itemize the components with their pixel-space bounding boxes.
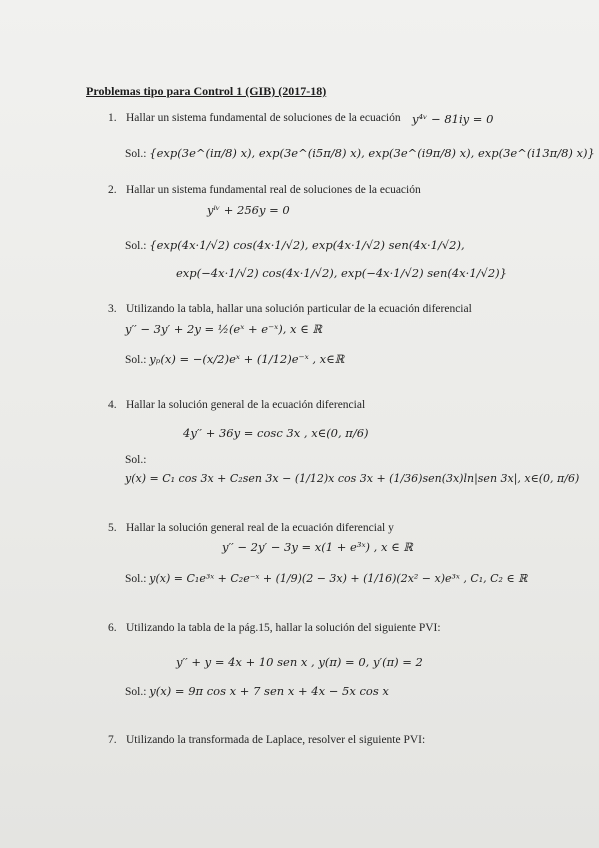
problem-1-statement: 1. Hallar un sistema fundamental de soluciones de la ecuación xyxy=(108,112,401,124)
problem-6-statement: 6. Utilizando la tabla de la pág.15, hallar la solución del siguiente PVI: xyxy=(108,622,441,634)
problem-4-solution: y(x) = C₁ cos 3x + C₂sen 3x − (1/12)x cos 3x + (1/36)sen(3x)ln|sen 3x|, x∈(0, π/6) xyxy=(125,472,580,485)
problem-3-solution: Sol.: yₚ(x) = −(x/2)eˣ + (1/12)e⁻ˣ , x∈ℝ xyxy=(125,352,345,366)
problem-6-equation: y′′ + y = 4x + 10 sen x , y(π) = 0, y′(π) = 2 xyxy=(176,655,423,669)
problem-4-solution-label: Sol.: xyxy=(125,454,147,466)
problem-5-solution: Sol.: y(x) = C₁e³ˣ + C₂e⁻ˣ + (1/9)(2 − 3x) + (1/16)(2x² − x)e³ˣ , C₁, C₂ ∈ ℝ xyxy=(125,572,528,585)
problem-4-equation: 4y′′ + 36y = cosc 3x , x∈(0, π/6) xyxy=(183,426,369,440)
problem-4-statement: 4. Hallar la solución general de la ecuación diferencial xyxy=(108,399,366,411)
page-title: Problemas tipo para Control 1 (GIB) (2017-18) xyxy=(86,84,327,98)
problem-3-statement: 3. Utilizando la tabla, hallar una solución particular de la ecuación diferencial xyxy=(108,303,472,315)
problem-3-equation: y′′ − 3y′ + 2y = ½(eˣ + e⁻ˣ), x ∈ ℝ xyxy=(125,322,322,336)
problem-2-solution: Sol.: {exp(4x·1/√2) cos(4x·1/√2), exp(4x·1/√2) sen(4x·1/√2), xyxy=(125,238,465,252)
problem-2-equation: yⁱᵛ + 256y = 0 xyxy=(207,203,290,217)
problem-2-solution-line2: exp(−4x·1/√2) cos(4x·1/√2), exp(−4x·1/√2) sen(4x·1/√2)} xyxy=(176,266,507,280)
problem-1-solution: Sol.: {exp(3e^(iπ/8) x), exp(3e^(i5π/8) x), exp(3e^(i9π/8) x), exp(3e^(i13π/8) x)} xyxy=(125,146,595,160)
problem-1-equation: y⁴ᵛ − 81iy = 0 xyxy=(412,112,494,126)
problem-6-solution: Sol.: y(x) = 9π cos x + 7 sen x + 4x − 5x cos x xyxy=(125,684,389,698)
problem-5-statement: 5. Hallar la solución general real de la ecuación diferencial y xyxy=(108,522,394,534)
problem-5-equation: y′′ − 2y′ − 3y = x(1 + e³ˣ) , x ∈ ℝ xyxy=(222,540,413,554)
problem-2-statement: 2. Hallar un sistema fundamental real de soluciones de la ecuación xyxy=(108,184,421,196)
problem-7-statement: 7. Utilizando la transformada de Laplace, resolver el siguiente PVI: xyxy=(108,734,426,746)
